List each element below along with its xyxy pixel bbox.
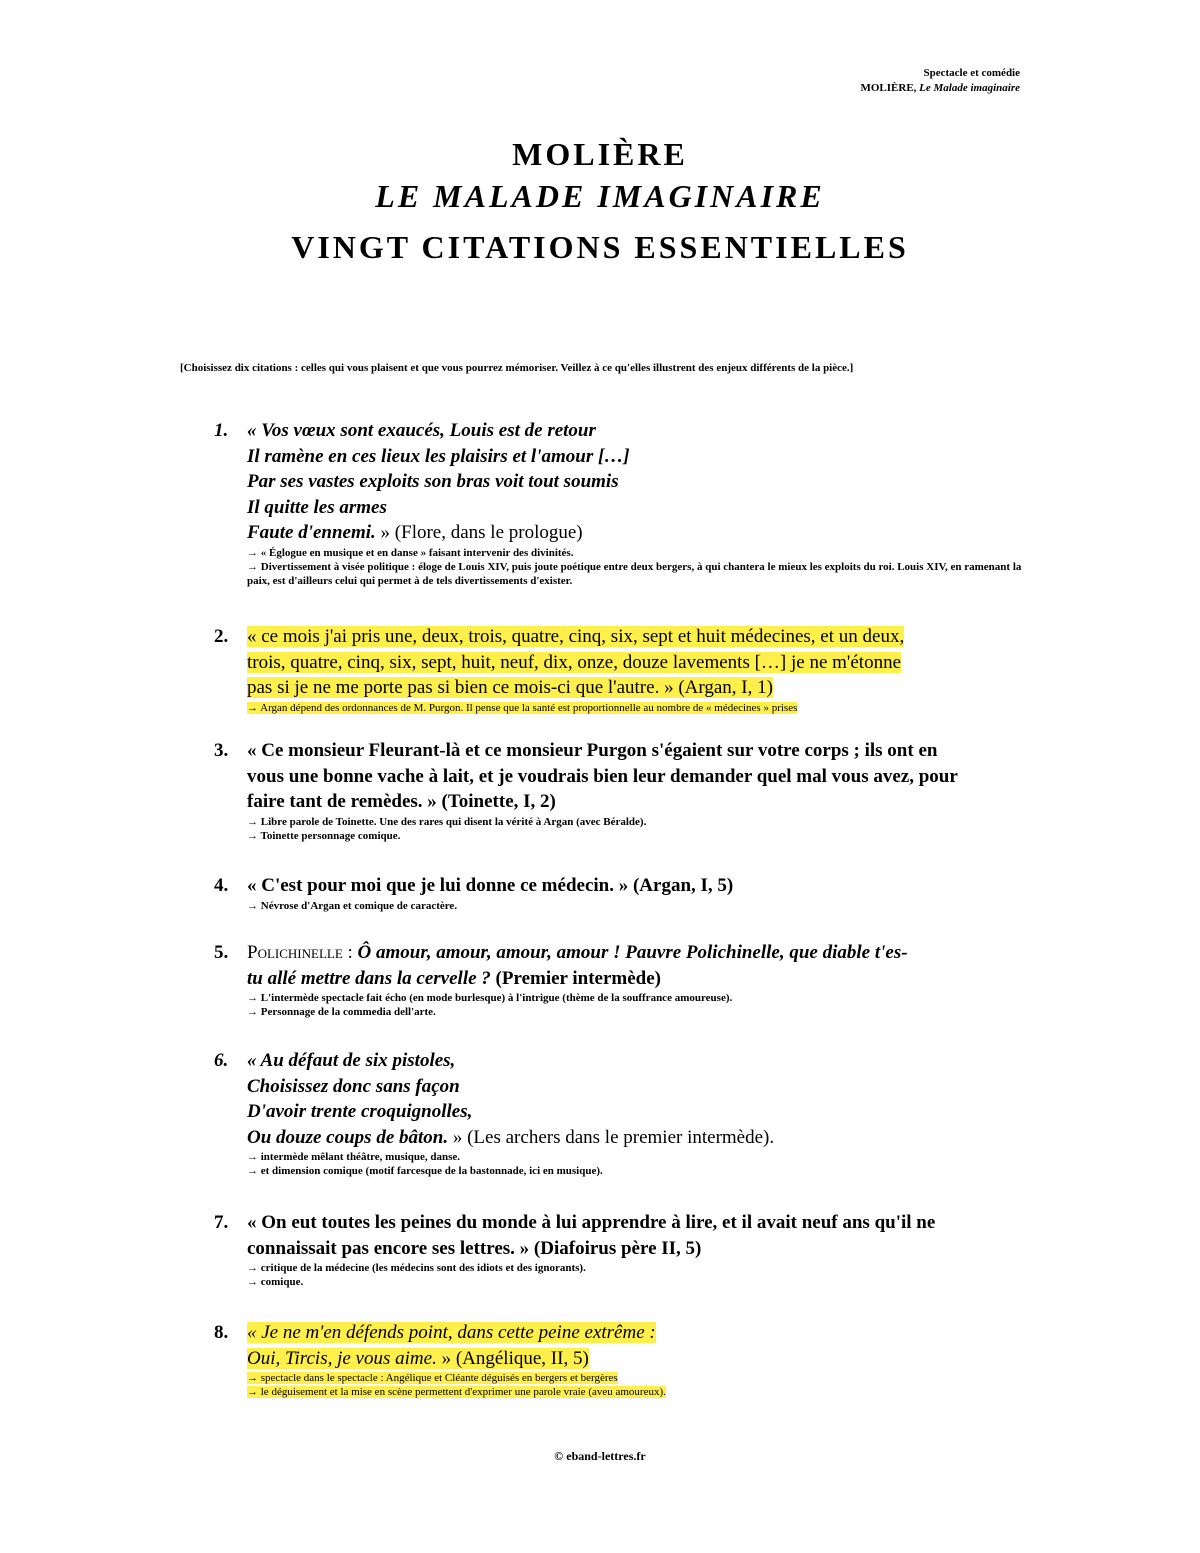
commentary-note: → L'intermède spectacle fait écho (en mode burlesque) à l'intrigue (thème de la souffrance amoureuse). [247,992,733,1004]
commentary-note: → Libre parole de Toinette. Une des rares qui disent la vérité à Argan (avec Béralde). [247,815,647,828]
quote-line: « Ce monsieur Fleurant-là et ce monsieur Purgon s'égaient sur votre corps ; ils ont en [247,740,938,761]
quote-line: faire tant de remèdes. » (Toinette, I, 2) [247,791,556,812]
commentary-note: → Névrose d'Argan et comique de caractère. [247,899,458,912]
commentary-note: → Toinette personnage comique. [247,829,401,842]
running-header [860,66,1020,96]
quote-line: trois, quatre, cinq, six, sept, huit, neuf, dix, onze, douze lavements […] je ne m'étonne [247,651,901,673]
verse-line: Choisissez donc sans façon [247,1075,460,1097]
instruction-text: [Choisissez dix citations : celles qui vous plaisent et que vous pourrez mémoriser. Veillez à ce qu'elles illustrent des enjeux différents de la pièce.] [180,362,854,374]
verse-line: Il ramène en ces lieux les plaisirs et l'amour […] [247,445,630,467]
commentary-note: → Divertissement à visée politique : éloge de Louis XIV, puis joute poétique entre deux bergers, à qui chantera le mieux les exploits du roi. Louis XIV, en ramenant la paix, est d'ailleurs celui qui permet à de tels divertissements d'exister. [247,560,1022,587]
citation-number: 1. [214,420,229,441]
attribution: » (Les archers dans le premier intermède). [448,1126,775,1148]
commentary-note: → comique. [247,1276,304,1288]
quote-line: connaissait pas encore ses lettres. » (Diafoirus père II, 5) [247,1237,702,1259]
quote-line: pas si je ne me porte pas si bien ce mois-ci que l'autre. » (Argan, I, 1) [247,677,773,698]
commentary-note: → Argan dépend des ordonnances de M. Purgon. Il pense que la santé est proportionnelle au nombre de « médecines » prises [247,701,798,714]
quote-line: « ce mois j'ai pris une, deux, trois, quatre, cinq, six, sept et huit médecines, et un deux, [247,626,905,647]
verse-line: Ou douze coups de bâton. [247,1126,449,1148]
verse-line: « Vos vœux sont exaucés, Louis est de retour [247,420,596,441]
commentary-note: → le déguisement et la mise en scène permettent d'exprimer une parole vraie (aveu amoureux). [247,1386,666,1398]
commentary-note: → critique de la médecine (les médecins sont des idiots et des ignorants). [247,1262,586,1274]
quote-line: « On eut toutes les peines du monde à lui apprendre à lire, et il avait neuf ans qu'il ne [247,1212,936,1233]
verse-line: Faute d'ennemi. [247,522,376,543]
commentary-note: → et dimension comique (motif farcesque de la bastonnade, ici en musique). [247,1165,603,1177]
attribution: (Premier intermède) [490,967,662,989]
citation-number: 3. [214,740,229,761]
title-author: MOLIÈRE [512,136,688,172]
quote-line: vous une bonne vache à lait, et je voudrais bien leur demander quel mal vous avez, pour [247,765,958,787]
commentary-note: → spectacle dans le spectacle : Angélique et Cléante déguisés en bergers et bergères [247,1372,618,1384]
citation-number: 6. [214,1050,229,1071]
attribution: » (Flore, dans le prologue) [375,522,583,543]
citation-number: 2. [214,626,229,647]
title-subtitle: VINGT CITATIONS ESSENTIELLES [291,229,909,265]
citation-number: 5. [214,942,229,963]
attribution: » (Angélique, II, 5) [436,1347,589,1369]
quote-line: « C'est pour moi que je lui donne ce médecin. » (Argan, I, 5) [247,875,734,896]
title-block [0,134,1200,276]
title-work: LE MALADE IMAGINAIRE [375,178,825,214]
verse-line: D'avoir trente croquignolles, [247,1101,473,1122]
quote-line: tu allé mettre dans la cervelle ? [247,967,491,989]
verse-line: Il quitte les armes [247,496,387,518]
footer-copyright: © eband-lettres.fr [554,1449,646,1463]
speaker-name: Polichinelle : [247,942,353,963]
citation-number: 8. [214,1322,229,1343]
header-line-1: Spectacle et comédie [923,67,1020,79]
citation-number: 4. [214,875,229,896]
verse-line: « Au défaut de six pistoles, [247,1050,456,1071]
commentary-note: → Personnage de la commedia dell'arte. [247,1006,436,1018]
header-line-2: MOLIÈRE, Le Malade imaginaire [860,82,1020,94]
quote-line: Ô amour, amour, amour, amour ! Pauvre Polichinelle, que diable t'es- [352,942,908,963]
citation-number: 7. [214,1212,229,1233]
verse-line: « Je ne m'en défends point, dans cette peine extrême : [247,1322,656,1343]
verse-line: Oui, Tircis, je vous aime. [247,1347,437,1369]
commentary-note: → « Églogue en musique et en danse » faisant intervenir des divinités. [247,546,574,559]
verse-line: Par ses vastes exploits son bras voit tout soumis [247,471,619,492]
commentary-note: → intermède mêlant théâtre, musique, danse. [247,1151,461,1163]
